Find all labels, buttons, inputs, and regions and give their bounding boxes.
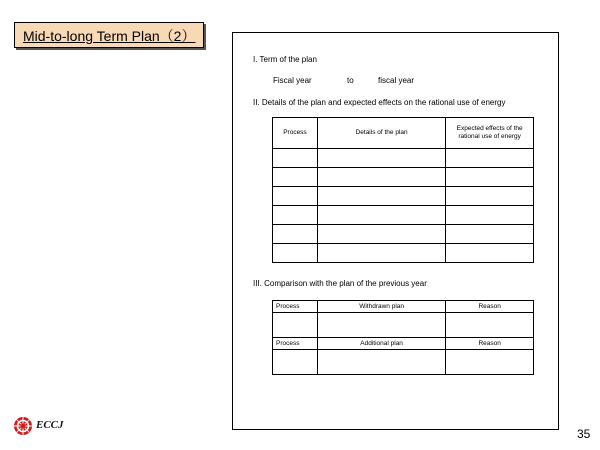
additional-reason-label: Reason	[446, 338, 534, 350]
plan-form	[232, 32, 559, 430]
comparison-table	[272, 300, 534, 375]
eccj-logo	[13, 414, 73, 438]
page-number: 35	[577, 427, 591, 441]
fiscal-year-label-1: Fiscal year	[273, 76, 312, 85]
section3-heading: III. Comparison with the plan of the previous year	[253, 279, 427, 288]
plan-details-table	[272, 117, 534, 263]
table-row	[273, 206, 534, 225]
table-row	[273, 338, 534, 350]
table-row	[273, 350, 534, 375]
table-row	[273, 168, 534, 187]
table-row	[273, 149, 534, 168]
slide-title-box	[14, 22, 204, 48]
to-label: to	[347, 76, 354, 85]
table-row	[273, 313, 534, 338]
eccj-logo-text: ECCJ	[36, 419, 64, 431]
section1-heading: I. Term of the plan	[253, 55, 317, 64]
table-header-row	[273, 118, 534, 149]
header-effects: Expected effects of the rational use of energy	[446, 118, 534, 149]
slide-title: Mid-to-long Term Plan（2）	[23, 28, 196, 44]
table-row	[273, 301, 534, 313]
additional-plan-label: Additional plan	[317, 338, 445, 350]
header-details: Details of the plan	[317, 118, 445, 149]
table-row	[273, 187, 534, 206]
withdrawn-reason-label: Reason	[446, 301, 534, 313]
withdrawn-plan-label: Withdrawn plan	[317, 301, 445, 313]
table-row	[273, 244, 534, 263]
section2-heading: II. Details of the plan and expected effects on the rational use of energy	[253, 98, 506, 107]
table-row	[273, 225, 534, 244]
additional-process-label: Process	[273, 338, 318, 350]
header-process: Process	[273, 118, 318, 149]
eccj-logo-mark-icon	[13, 416, 33, 436]
withdrawn-process-label: Process	[273, 301, 318, 313]
fiscal-year-label-2: fiscal year	[378, 76, 415, 85]
